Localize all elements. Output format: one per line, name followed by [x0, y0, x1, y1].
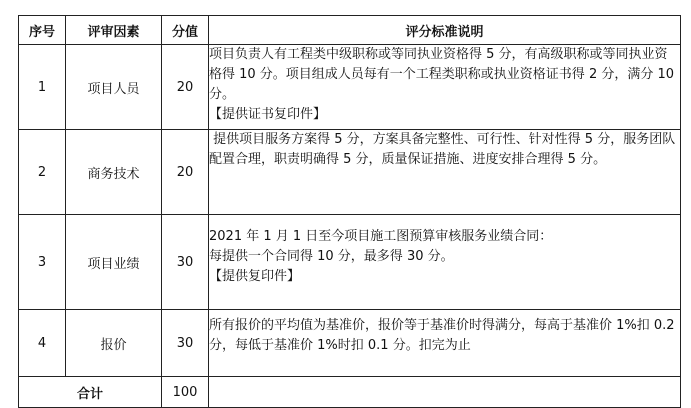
row-seq: 4 [19, 310, 66, 377]
header-row [19, 16, 681, 45]
total-desc [209, 377, 681, 408]
total-label: 合计 [19, 377, 162, 408]
desc-line: 项目负责人有工程类中级职称或等同执业资格得 5 分，有高级职称或等同执业资格得 10 分。项目组成人员每有一个工程类职称或执业资格证书得 2 分，满分 10 分。 [209, 47, 675, 102]
desc-line: 2021 年 1 月 1 日至今项目施工图预算审核服务业绩合同： [209, 229, 553, 244]
row-factor: 项目人员 [66, 45, 162, 130]
row-desc [209, 215, 681, 310]
desc-line: 【提供证书复印件】 [209, 107, 327, 122]
header-factor: 评审因素 [66, 16, 162, 45]
row-score: 20 [162, 45, 209, 130]
desc-line: 【提供复印件】 [209, 269, 301, 284]
row-seq: 2 [19, 130, 66, 215]
row-seq: 3 [19, 215, 66, 310]
row-score: 30 [162, 310, 209, 377]
row-factor: 报价 [66, 310, 162, 377]
row-score: 30 [162, 215, 209, 310]
row-factor: 项目业绩 [66, 215, 162, 310]
row-seq: 1 [19, 45, 66, 130]
table-row [19, 130, 681, 215]
total-row [19, 377, 681, 408]
row-score: 20 [162, 130, 209, 215]
total-score: 100 [162, 377, 209, 408]
row-desc [209, 45, 681, 130]
scoring-table [18, 15, 681, 408]
desc-line: 每提供一个合同得 10 分，最多得 30 分。 [209, 249, 454, 264]
row-factor: 商务技术 [66, 130, 162, 215]
table-row [19, 45, 681, 130]
row-desc [209, 130, 681, 215]
header-desc: 评分标准说明 [209, 16, 681, 45]
row-desc [209, 310, 681, 377]
header-score: 分值 [162, 16, 209, 45]
header-seq: 序号 [19, 16, 66, 45]
desc-line: 提供项目服务方案得 5 分，方案具备完整性、可行性、针对性得 5 分，服务团队配置合理，职责明确得 5 分，质量保证措施、进度安排合理得 5 分。 [209, 132, 676, 167]
table-row [19, 215, 681, 310]
desc-line: 所有报价的平均值为基准价，报价等于基准价时得满分，每高于基准价 1%扣 0.2 分，每低于基准价 1%时扣 0.1 分。扣完为止 [209, 318, 675, 353]
table-row [19, 310, 681, 377]
